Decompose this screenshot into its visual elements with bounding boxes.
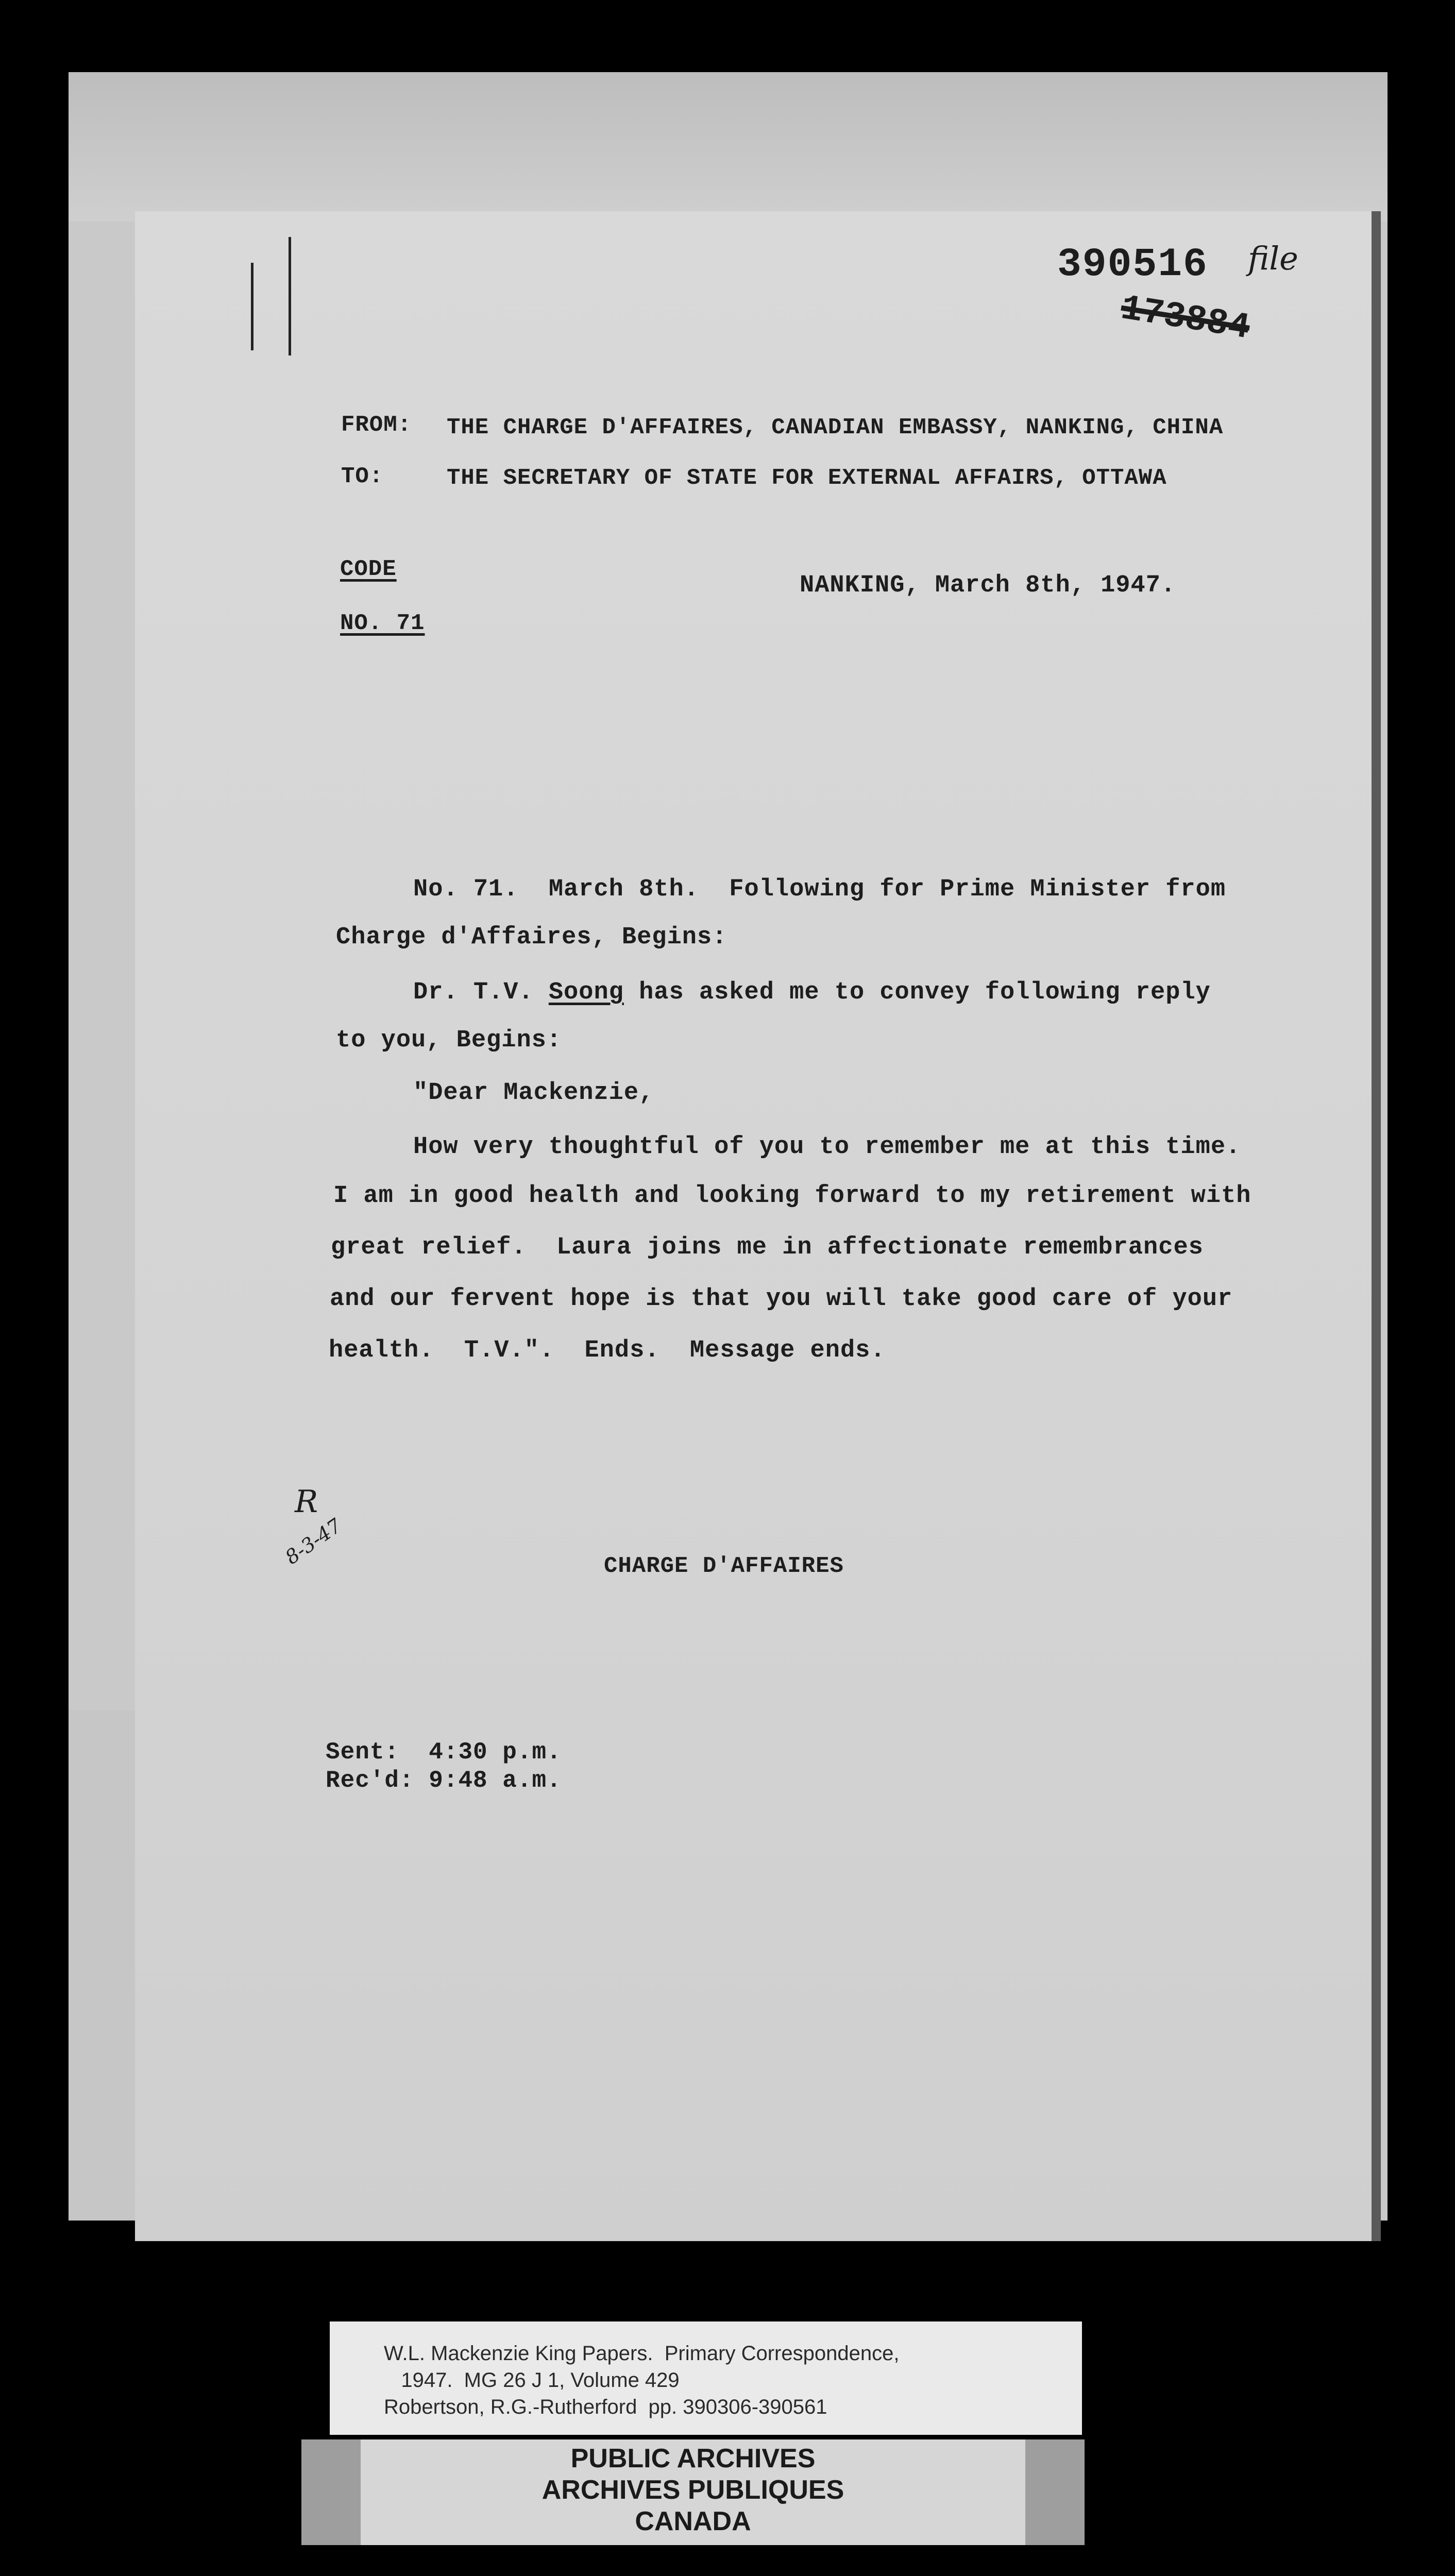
body-line (413, 979, 1211, 1006)
body-line-start: Dr. T.V. (413, 979, 549, 1006)
margin-mark (289, 237, 291, 355)
archive-stamp-line: CANADA (635, 2506, 751, 2536)
archive-stamp-line: ARCHIVES PUBLIQUES (542, 2475, 844, 2505)
from-label: FROM: (341, 412, 412, 438)
signature: CHARGE D'AFFAIRES (604, 1553, 844, 1579)
archive-label-line: W.L. Mackenzie King Papers. Primary Correspondence, (384, 2342, 900, 2365)
telegram-sheet (135, 211, 1372, 2241)
letter-line: I am in good health and looking forward to my retirement with (333, 1182, 1251, 1210)
struck-number: 173884 (1118, 289, 1253, 349)
body-line: Charge d'Affaires, Begins: (336, 924, 728, 951)
to-value: THE SECRETARY OF STATE FOR EXTERNAL AFFAIRS, OTTAWA (447, 465, 1167, 491)
letter-line: and our fervent hope is that you will take good care of your (330, 1285, 1233, 1313)
letter-line: How very thoughtful of you to remember me at this time. (413, 1133, 1241, 1161)
letter-line: great relief. Laura joins me in affectionate remembrances (331, 1234, 1204, 1261)
from-value: THE CHARGE D'AFFAIRES, CANADIAN EMBASSY, NANKING, CHINA (447, 415, 1224, 440)
backing-top-shade (69, 72, 1388, 222)
corner-note: file (1248, 240, 1298, 277)
body-line: to you, Begins: (336, 1027, 562, 1054)
archive-label-line: Robertson, R.G.-Rutherford pp. 390306-390561 (384, 2396, 827, 2418)
archive-label (330, 2321, 1082, 2435)
to-label: TO: (341, 464, 384, 489)
salutation: "Dear Mackenzie, (413, 1079, 654, 1107)
message-number: NO. 71 (340, 611, 425, 636)
underlined-name: Soong (548, 979, 624, 1006)
body-line-end: has asked me to convey following reply (623, 979, 1211, 1006)
body-line: No. 71. March 8th. Following for Prime Minister from (413, 876, 1226, 903)
handwritten-date: 8-3-47 (281, 1514, 346, 1569)
code-label: CODE (340, 556, 397, 582)
place-date: NANKING, March 8th, 1947. (800, 572, 1176, 599)
handwritten-initial: R (295, 1484, 318, 1520)
archive-stamp-line: PUBLIC ARCHIVES (570, 2444, 816, 2473)
received-time: Rec'd: 9:48 a.m. (326, 1767, 562, 1794)
archive-label-line: 1947. MG 26 J 1, Volume 429 (384, 2369, 680, 2392)
sent-time: Sent: 4:30 p.m. (326, 1739, 562, 1766)
letter-line: health. T.V.". Ends. Message ends. (329, 1337, 886, 1364)
document-number: 390516 (1057, 242, 1208, 287)
margin-mark (251, 263, 253, 350)
